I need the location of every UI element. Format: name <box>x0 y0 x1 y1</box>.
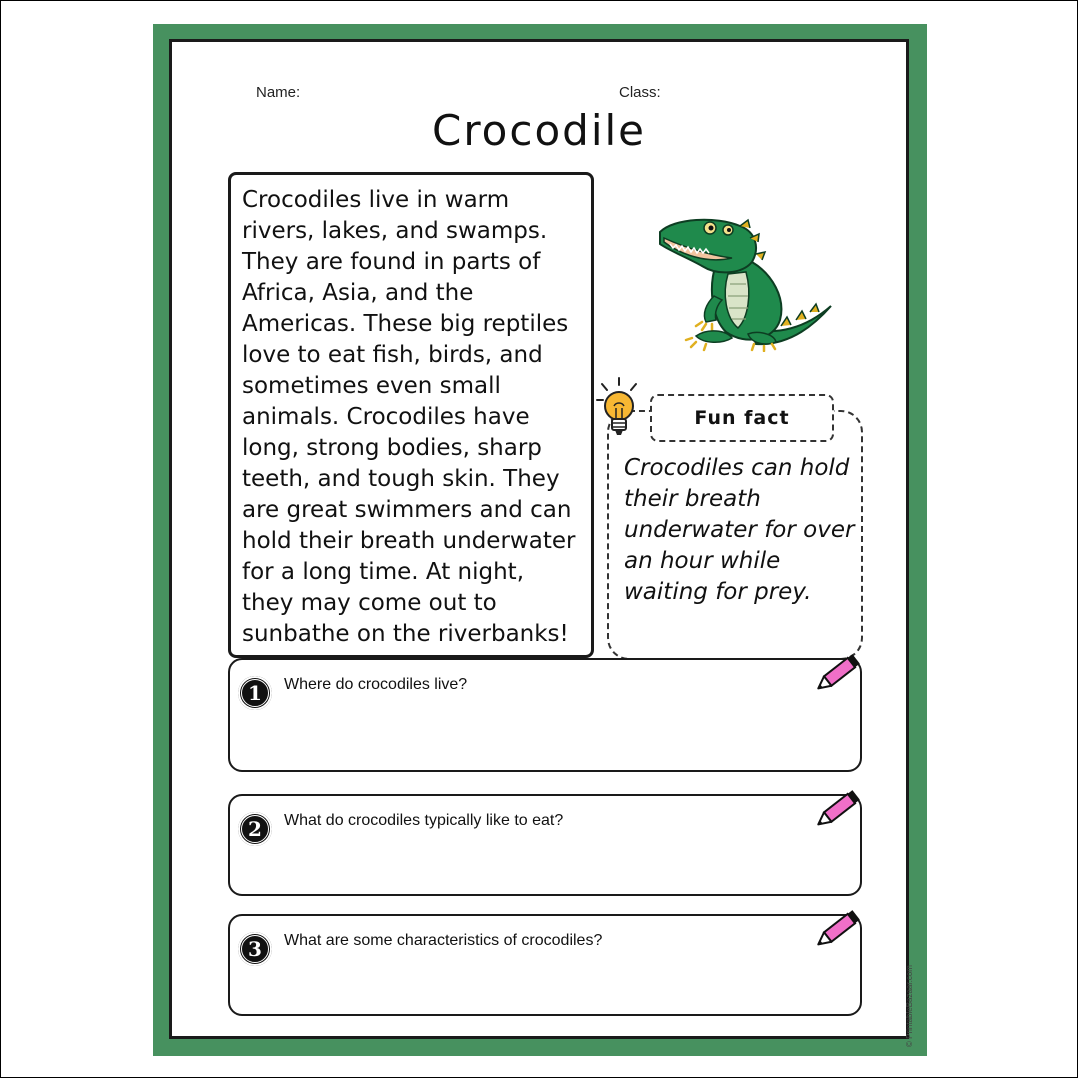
passage-text: Crocodiles live in warm rivers, lakes, and swamps. They are found in parts of Africa, Asia, and the Americas. These big reptiles love to eat fish, birds, and sometimes even small animals. Crocodiles have long, strong bodies, sharp teeth, and tough skin. They are great swimmers and can hold their breath underwater for a long time. At night, they may come out to sunbathe on the riverbanks! <box>242 187 576 647</box>
pencil-icon <box>814 786 866 834</box>
page-title: Crocodile <box>432 106 646 155</box>
question-box-1[interactable] <box>228 658 862 772</box>
question-number-1: 1 <box>238 676 272 710</box>
reading-passage <box>228 172 594 658</box>
crocodile-illustration <box>656 208 836 352</box>
question-number-3: 3 <box>238 932 272 966</box>
question-text-1: Where do crocodiles live? <box>284 676 468 693</box>
question-text-2: What do crocodiles typically like to eat? <box>284 812 564 829</box>
fun-fact-text: Crocodiles can hold their breath underwater for over an hour while waiting for prey. <box>624 455 855 605</box>
question-text-3: What are some characteristics of crocodiles? <box>284 932 603 949</box>
question-number-2: 2 <box>238 812 272 846</box>
worksheet-page <box>169 39 914 1047</box>
fun-fact-heading: Fun fact <box>650 394 834 442</box>
name-label: Name: <box>256 84 301 101</box>
pencil-icon <box>814 650 866 698</box>
pencil-icon <box>814 906 866 954</box>
question-box-3[interactable] <box>228 914 862 1016</box>
class-label: Class: <box>619 84 661 101</box>
copyright-text: © PrintableBazaar.com <box>905 965 914 1047</box>
question-box-2[interactable] <box>228 794 862 896</box>
lightbulb-icon <box>596 376 642 438</box>
worksheet-frame <box>153 24 927 1056</box>
